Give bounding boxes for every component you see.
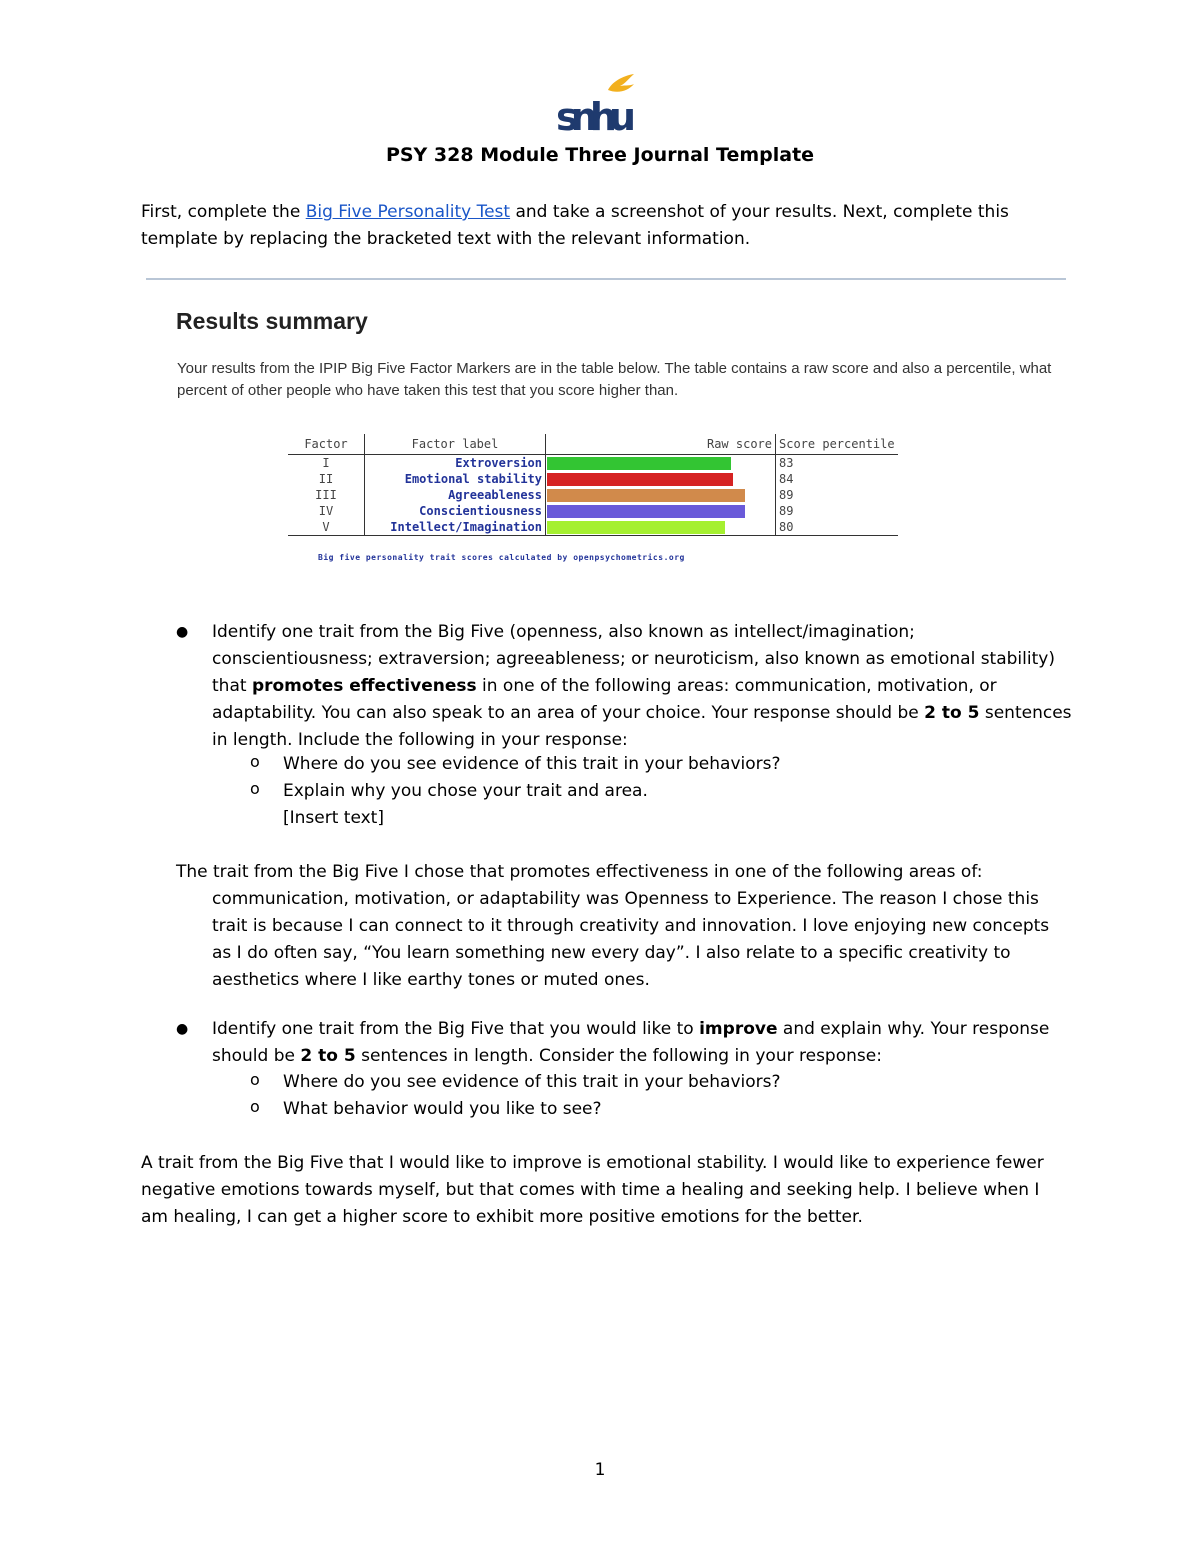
raw-score-cell: [546, 455, 776, 472]
raw-score-bar: [547, 473, 733, 486]
document-title: PSY 328 Module Three Journal Template: [385, 144, 815, 166]
q1-bold: promotes effectiveness: [251, 676, 477, 696]
q2-text-middle: and explain why. Your response should be: [212, 1019, 1050, 1066]
raw-score-cell: [546, 471, 776, 487]
q2-bold-length: 2 to 5: [300, 1046, 356, 1066]
logo-wordmark: snhu: [556, 95, 636, 132]
results-row: [288, 503, 898, 519]
score-percentile: 89: [779, 488, 794, 502]
factor-label: Agreeableness: [365, 487, 546, 503]
header-factor: Factor: [288, 434, 365, 455]
header-factor-label: Factor label: [365, 434, 546, 455]
results-credit: Big five personality trait scores calculated by openpsychometrics.org: [318, 553, 685, 562]
factor-numeral: IV: [288, 503, 365, 519]
score-percentile: 80: [776, 519, 898, 536]
results-description: Your results from the IPIP Big Five Factor Markers are in the table below. The table contains a raw score and also a percentile, what percent of other people who have taken this test that you score higher than.: [177, 360, 1052, 399]
raw-score-bar: [547, 489, 745, 502]
raw-score-bar: [547, 521, 725, 534]
factor-numeral: III: [288, 487, 365, 503]
q2-sub-1: Where do you see evidence of this trait in your behaviors?: [283, 1072, 781, 1092]
q1-sub-1: Where do you see evidence of this trait in your behaviors?: [283, 754, 781, 774]
sub-bullet-marker: o: [250, 1097, 260, 1116]
intro-paragraph: [141, 199, 1071, 253]
results-row: [288, 455, 898, 472]
q1-text: Identify one trait from the Big Five (openness, also known as intellect/imagination; conscientiousness; extraversion; agreeableness; or neuroticism, also known as emotional stability) that: [212, 622, 1055, 696]
score-percentile: 84: [779, 472, 794, 486]
sub-bullet-marker: o: [250, 1070, 260, 1089]
q2-sub-2: What behavior would you like to see?: [283, 1099, 602, 1119]
score-percentile: 83: [779, 456, 794, 470]
sub-bullet-marker: o: [250, 752, 260, 771]
question-2: [212, 1016, 1072, 1070]
section-divider: [146, 278, 1066, 280]
score-percentile: 89: [779, 504, 794, 518]
factor-label: Intellect/Imagination: [365, 519, 546, 536]
sub-bullet-marker: o: [250, 779, 260, 798]
factor-numeral: II: [288, 471, 365, 487]
bullet-icon: ●: [176, 624, 189, 640]
q1-bold-length: 2 to 5: [924, 703, 980, 723]
results-row: [288, 471, 898, 487]
page-number: 1: [594, 1460, 606, 1480]
insert-text-placeholder: [Insert text]: [283, 808, 384, 828]
results-table: [288, 434, 898, 536]
factor-label: Extroversion: [365, 455, 546, 472]
question-1: [212, 619, 1072, 754]
header-raw-score: Raw score: [546, 434, 776, 455]
factor-numeral: V: [288, 519, 365, 536]
raw-score-bar: [547, 457, 731, 470]
bullet-icon: ●: [176, 1021, 189, 1037]
raw-score-cell: [546, 519, 776, 536]
q1-sub-2: Explain why you chose your trait and area.: [283, 781, 648, 801]
big-five-test-link[interactable]: Big Five Personality Test: [305, 202, 511, 222]
q1-text-middle: in one of the following areas: communication, motivation, or adaptability. You can also speak to an area of your choice. Your response should be: [212, 676, 997, 723]
q1-text-end: sentences in length. Include the following in your response:: [212, 703, 1072, 750]
header-score-percentile: Score percentile: [776, 434, 898, 455]
results-row: [288, 487, 898, 503]
factor-label: Conscientiousness: [365, 503, 546, 519]
intro-text-start: First, complete the: [141, 202, 306, 222]
answer-2: A trait from the Big Five that I would like to improve is emotional stability. I would like to experience fewer negative emotions towards myself, but that comes with time a healing and seeking help. I believe when I am healing, I can get a higher score to exhibit more positive emotions for the better.: [141, 1153, 1044, 1227]
factor-numeral: I: [288, 455, 365, 472]
results-heading: Results summary: [176, 308, 368, 334]
intro-text-end: and take a screenshot of your results. Next, complete this template by replacing the bracketed text with the relevant information.: [141, 202, 1009, 249]
raw-score-cell: [546, 503, 776, 519]
snhu-logo: [556, 74, 640, 132]
answer-1: The trait from the Big Five I chose that promotes effectiveness in one of the following areas of: communication, motivation, or adaptability was Openness to Experience. The reason I chose this trait is because I can connect to it through creativity and innovation. I love enjoying new concepts as I do often say, “You learn something new every day”. I also relate to a specific creativity to aesthetics where I like earthy tones or muted ones.: [176, 862, 1050, 990]
q2-text-end: sentences in length. Consider the following in your response:: [355, 1046, 882, 1066]
factor-label: Emotional stability: [365, 471, 546, 487]
raw-score-bar: [547, 505, 745, 518]
q2-text: Identify one trait from the Big Five that you would like to: [212, 1019, 700, 1039]
results-row: [288, 519, 898, 536]
raw-score-cell: [546, 487, 776, 503]
q2-bold: improve: [699, 1019, 778, 1039]
results-header-row: [288, 434, 898, 455]
